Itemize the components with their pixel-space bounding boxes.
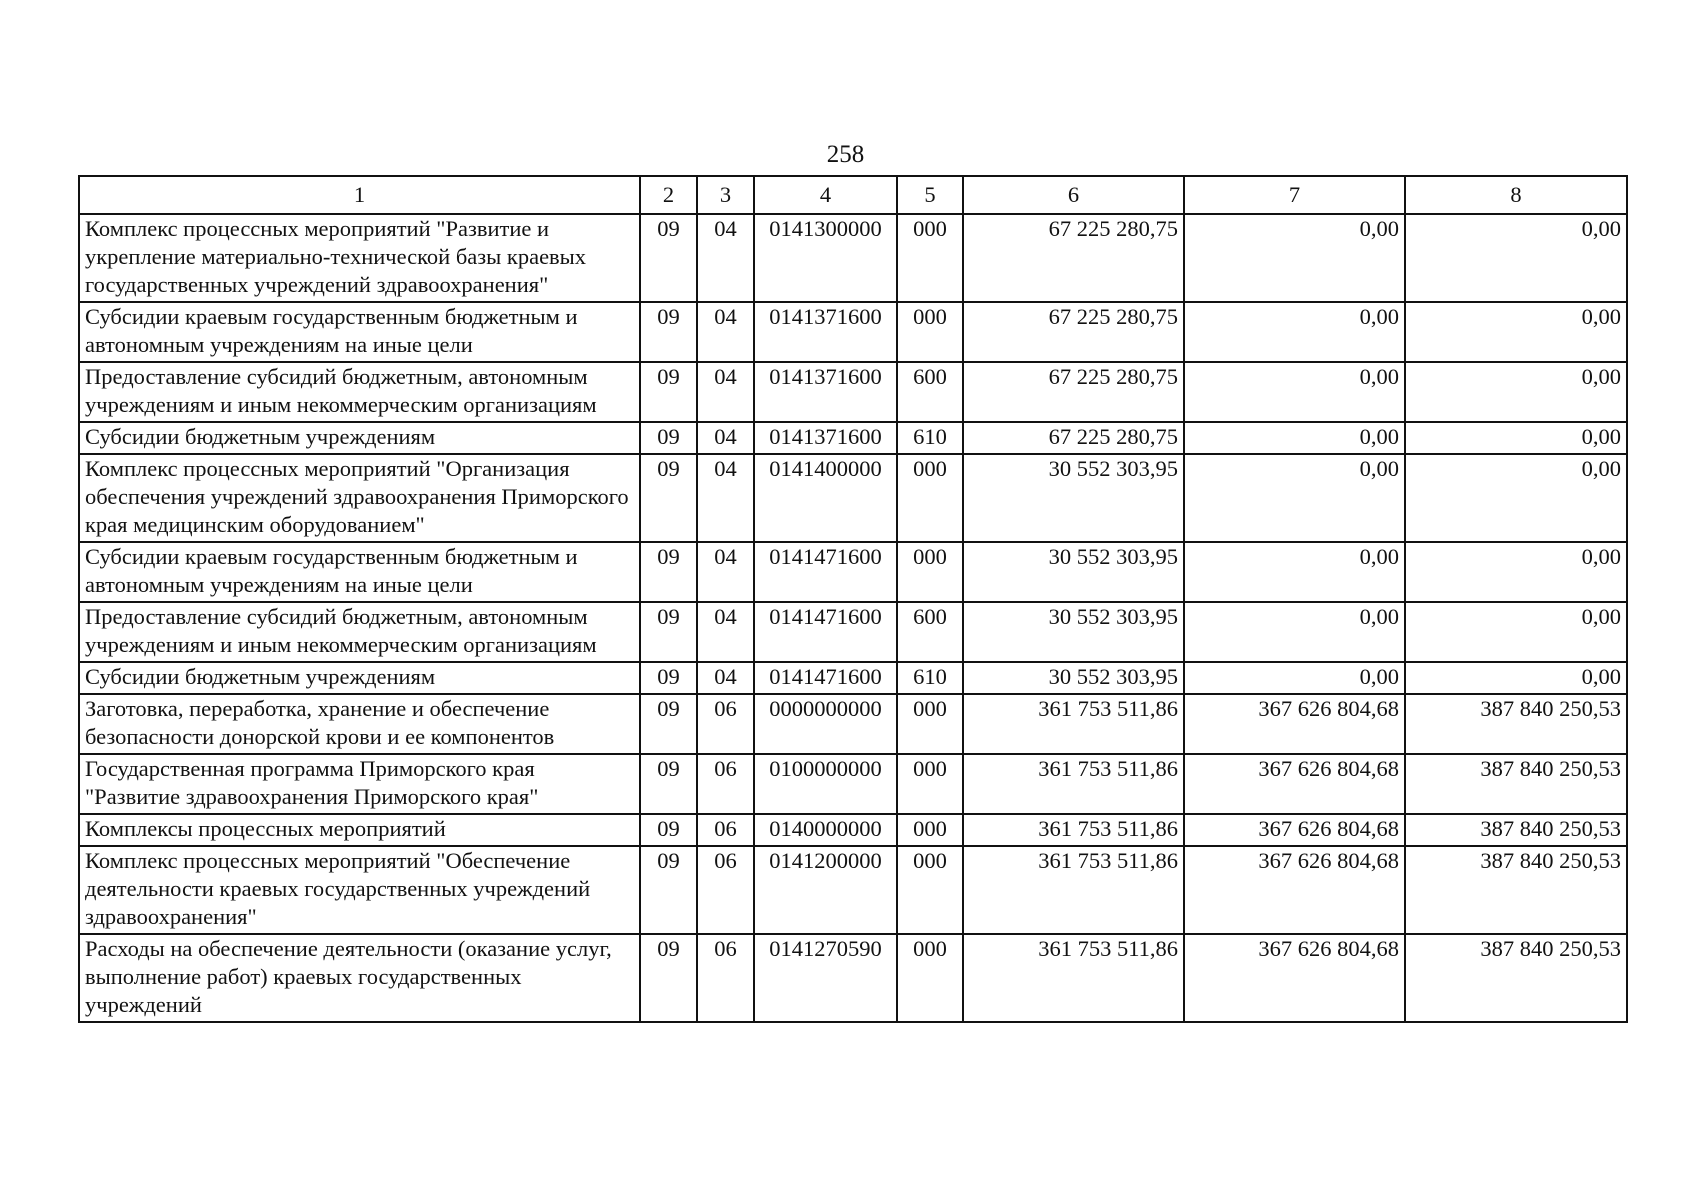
row-subsection-cell: 04 [697, 302, 754, 362]
table-row [79, 934, 1627, 1022]
row-target-code-cell: 0000000000 [754, 694, 897, 754]
row-expense-type-cell: 000 [897, 694, 963, 754]
row-amount-col6-cell: 361 753 511,86 [963, 754, 1184, 814]
row-amount-col8-cell: 387 840 250,53 [1405, 846, 1627, 934]
header-cell: 4 [754, 176, 897, 214]
row-section-cell: 09 [640, 422, 697, 454]
row-amount-col8-cell: 0,00 [1405, 214, 1627, 302]
row-subsection-cell: 04 [697, 454, 754, 542]
row-amount-col7-cell: 0,00 [1184, 542, 1405, 602]
table-row [79, 754, 1627, 814]
row-target-code-cell: 0141371600 [754, 422, 897, 454]
row-amount-col7-cell: 367 626 804,68 [1184, 754, 1405, 814]
table-row [79, 362, 1627, 422]
row-subsection-cell: 06 [697, 934, 754, 1022]
row-section-cell: 09 [640, 214, 697, 302]
row-subsection-cell: 06 [697, 694, 754, 754]
row-section-cell: 09 [640, 602, 697, 662]
row-amount-col6-cell: 361 753 511,86 [963, 814, 1184, 846]
row-name-cell: Комплексы процессных мероприятий [79, 814, 640, 846]
row-subsection-cell: 06 [697, 754, 754, 814]
row-amount-col6-cell: 30 552 303,95 [963, 662, 1184, 694]
table-row [79, 454, 1627, 542]
row-section-cell: 09 [640, 846, 697, 934]
row-amount-col8-cell: 0,00 [1405, 302, 1627, 362]
row-expense-type-cell: 610 [897, 422, 963, 454]
row-expense-type-cell: 600 [897, 602, 963, 662]
header-cell: 3 [697, 176, 754, 214]
row-name-cell: Субсидии краевым государственным бюджетным и автономным учреждениям на иные цели [79, 302, 640, 362]
header-row [79, 176, 1627, 214]
budget-table [78, 175, 1628, 1023]
row-amount-col6-cell: 361 753 511,86 [963, 846, 1184, 934]
row-expense-type-cell: 600 [897, 362, 963, 422]
table-row [79, 814, 1627, 846]
row-amount-col7-cell: 0,00 [1184, 662, 1405, 694]
row-name-cell: Государственная программа Приморского края "Развитие здравоохранения Приморского края" [79, 754, 640, 814]
row-name-cell: Расходы на обеспечение деятельности (оказание услуг, выполнение работ) краевых государственных учреждений [79, 934, 640, 1022]
row-subsection-cell: 04 [697, 542, 754, 602]
row-amount-col6-cell: 67 225 280,75 [963, 302, 1184, 362]
row-amount-col7-cell: 367 626 804,68 [1184, 934, 1405, 1022]
table-row [79, 302, 1627, 362]
row-amount-col6-cell: 67 225 280,75 [963, 422, 1184, 454]
row-target-code-cell: 0141400000 [754, 454, 897, 542]
table-row [79, 662, 1627, 694]
row-amount-col7-cell: 367 626 804,68 [1184, 694, 1405, 754]
row-amount-col7-cell: 367 626 804,68 [1184, 814, 1405, 846]
row-amount-col6-cell: 361 753 511,86 [963, 934, 1184, 1022]
row-amount-col7-cell: 0,00 [1184, 302, 1405, 362]
row-amount-col7-cell: 0,00 [1184, 214, 1405, 302]
row-section-cell: 09 [640, 694, 697, 754]
row-section-cell: 09 [640, 454, 697, 542]
row-target-code-cell: 0141371600 [754, 302, 897, 362]
row-target-code-cell: 0141300000 [754, 214, 897, 302]
table-row [79, 422, 1627, 454]
row-amount-col7-cell: 0,00 [1184, 454, 1405, 542]
row-expense-type-cell: 000 [897, 846, 963, 934]
row-section-cell: 09 [640, 362, 697, 422]
row-expense-type-cell: 000 [897, 542, 963, 602]
row-expense-type-cell: 000 [897, 214, 963, 302]
row-amount-col8-cell: 0,00 [1405, 662, 1627, 694]
row-section-cell: 09 [640, 302, 697, 362]
row-amount-col6-cell: 67 225 280,75 [963, 214, 1184, 302]
row-name-cell: Субсидии краевым государственным бюджетным и автономным учреждениям на иные цели [79, 542, 640, 602]
row-expense-type-cell: 000 [897, 302, 963, 362]
header-cell: 2 [640, 176, 697, 214]
row-section-cell: 09 [640, 814, 697, 846]
table-row [79, 694, 1627, 754]
row-expense-type-cell: 610 [897, 662, 963, 694]
row-amount-col7-cell: 367 626 804,68 [1184, 846, 1405, 934]
header-cell: 6 [963, 176, 1184, 214]
row-subsection-cell: 04 [697, 214, 754, 302]
row-target-code-cell: 0140000000 [754, 814, 897, 846]
row-target-code-cell: 0141471600 [754, 602, 897, 662]
row-amount-col6-cell: 30 552 303,95 [963, 542, 1184, 602]
row-target-code-cell: 0141270590 [754, 934, 897, 1022]
row-amount-col8-cell: 387 840 250,53 [1405, 754, 1627, 814]
row-subsection-cell: 04 [697, 602, 754, 662]
row-target-code-cell: 0100000000 [754, 754, 897, 814]
row-subsection-cell: 04 [697, 422, 754, 454]
row-name-cell: Субсидии бюджетным учреждениям [79, 422, 640, 454]
page-number: 258 [826, 141, 865, 168]
row-name-cell: Комплекс процессных мероприятий "Обеспечение деятельности краевых государственных учреждений здравоохранения" [79, 846, 640, 934]
row-name-cell: Предоставление субсидий бюджетным, автономным учреждениям и иным некоммерческим организациям [79, 602, 640, 662]
row-expense-type-cell: 000 [897, 814, 963, 846]
row-amount-col8-cell: 0,00 [1405, 362, 1627, 422]
row-amount-col8-cell: 0,00 [1405, 602, 1627, 662]
row-section-cell: 09 [640, 662, 697, 694]
row-target-code-cell: 0141471600 [754, 542, 897, 602]
row-amount-col7-cell: 0,00 [1184, 422, 1405, 454]
header-cell: 7 [1184, 176, 1405, 214]
table-row [79, 214, 1627, 302]
row-subsection-cell: 06 [697, 846, 754, 934]
row-subsection-cell: 04 [697, 362, 754, 422]
row-name-cell: Комплекс процессных мероприятий "Развитие и укрепление материально-технической базы краевых государственных учреждений здравоохранения" [79, 214, 640, 302]
row-amount-col8-cell: 0,00 [1405, 422, 1627, 454]
row-amount-col8-cell: 387 840 250,53 [1405, 814, 1627, 846]
table-row [79, 846, 1627, 934]
row-subsection-cell: 04 [697, 662, 754, 694]
row-amount-col8-cell: 387 840 250,53 [1405, 694, 1627, 754]
header-cell: 1 [79, 176, 640, 214]
row-amount-col7-cell: 0,00 [1184, 362, 1405, 422]
row-name-cell: Комплекс процессных мероприятий "Организация обеспечения учреждений здравоохранения Приморского края медицинским оборудованием" [79, 454, 640, 542]
row-name-cell: Заготовка, переработка, хранение и обеспечение безопасности донорской крови и ее компонентов [79, 694, 640, 754]
table-row [79, 602, 1627, 662]
row-amount-col8-cell: 0,00 [1405, 542, 1627, 602]
row-section-cell: 09 [640, 542, 697, 602]
row-target-code-cell: 0141371600 [754, 362, 897, 422]
table-row [79, 542, 1627, 602]
row-section-cell: 09 [640, 934, 697, 1022]
row-expense-type-cell: 000 [897, 754, 963, 814]
row-amount-col6-cell: 361 753 511,86 [963, 694, 1184, 754]
row-name-cell: Субсидии бюджетным учреждениям [79, 662, 640, 694]
row-expense-type-cell: 000 [897, 454, 963, 542]
row-amount-col7-cell: 0,00 [1184, 602, 1405, 662]
row-amount-col6-cell: 67 225 280,75 [963, 362, 1184, 422]
row-expense-type-cell: 000 [897, 934, 963, 1022]
row-section-cell: 09 [640, 754, 697, 814]
header-cell: 8 [1405, 176, 1627, 214]
row-target-code-cell: 0141200000 [754, 846, 897, 934]
row-amount-col6-cell: 30 552 303,95 [963, 454, 1184, 542]
row-amount-col8-cell: 387 840 250,53 [1405, 934, 1627, 1022]
row-target-code-cell: 0141471600 [754, 662, 897, 694]
row-amount-col6-cell: 30 552 303,95 [963, 602, 1184, 662]
row-amount-col8-cell: 0,00 [1405, 454, 1627, 542]
row-name-cell: Предоставление субсидий бюджетным, автономным учреждениям и иным некоммерческим организациям [79, 362, 640, 422]
header-cell: 5 [897, 176, 963, 214]
row-subsection-cell: 06 [697, 814, 754, 846]
